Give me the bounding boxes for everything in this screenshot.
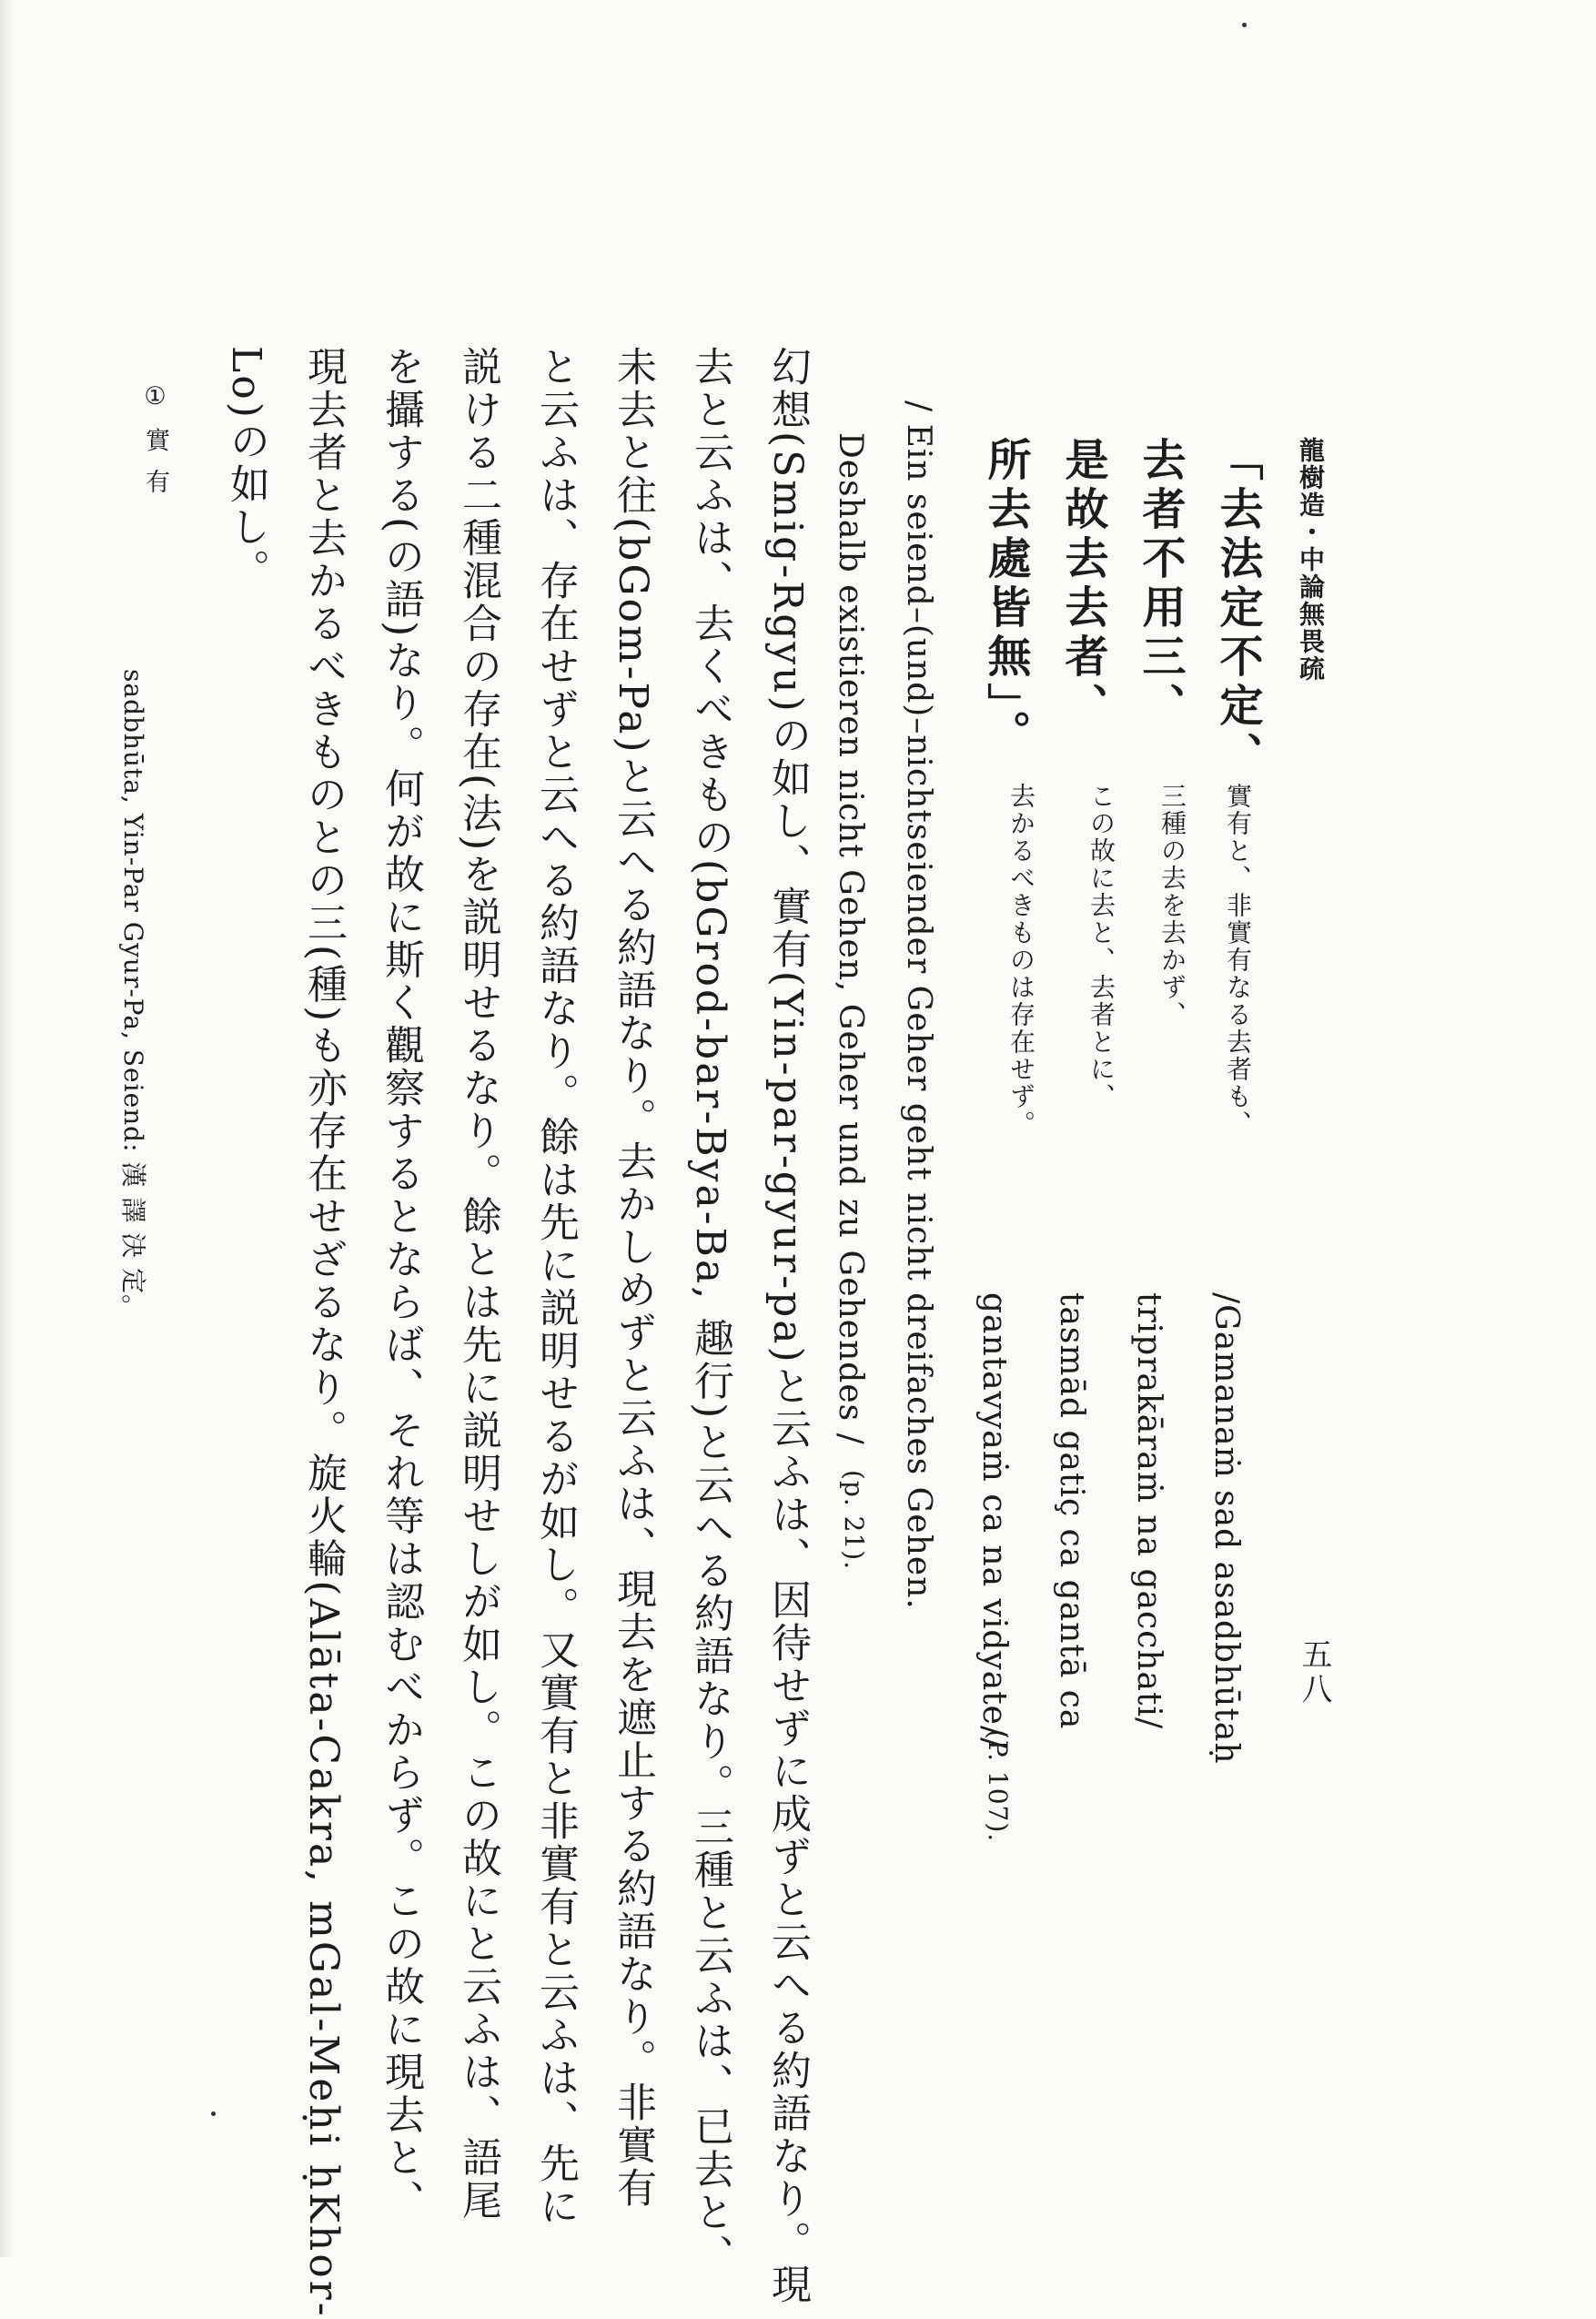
commentary-line-7: 現去者と去かるべきものとの三(種)も亦存在せざるなり。旋火輪(Alāta-Cakra, mGal-Meḥi ḥKhor-: [300, 346, 347, 2319]
footnote-text: sadbhūta, Yin-Par Gyur-Pa, Seiend: 漢 譯 決 定。: [118, 669, 148, 1322]
sanskrit-line-2: triprakāraṁ na gacchati/: [1130, 1292, 1167, 1730]
commentary-line-8: Lo)の如し。: [223, 346, 269, 592]
verse-gloss-3: この故に去と、去者とに、: [1086, 783, 1116, 1110]
sanskrit-page-ref: (P. 107).: [983, 1729, 1013, 1843]
sanskrit-line-4: gantavyaṁ ca na vidyate//: [975, 1292, 1013, 1750]
footnote-label: ① 實 有: [141, 382, 169, 499]
commentary-line-2: 去と云ふは、去くべきもの(bGrod-bar-Bya-Ba, 趣行)と云へる約語なり。三種と云ふは、已去と、: [687, 346, 733, 2277]
verse-gloss-2: 三種の去を去かず、: [1157, 783, 1187, 1028]
german-page-ref: (p. 21).: [839, 1470, 869, 1571]
scan-speck: [1242, 23, 1247, 27]
commentary-line-4: と云ふは、存在せずと云へる約語なり。餘は先に説明せるが如し。又實有と非實有と云ふは、先に: [532, 346, 579, 2228]
verse-line-4: 所去處皆無」。: [980, 437, 1031, 759]
sanskrit-line-3: tasmād gatiç ca gantā ca: [1053, 1292, 1090, 1730]
commentary-line-5: 説ける二種混合の存在(法)を説明せるなり。餘とは先に説明せしが如し。この故にと云ふは、語尾: [455, 346, 501, 2223]
sanskrit-line-1: /Gamanaṁ sad asadbhūtaḥ: [1207, 1292, 1245, 1765]
scan-edge: [0, 0, 15, 2257]
verse-gloss-1: 實有と、非實有なる去者も、: [1223, 783, 1253, 1138]
running-header: 龍樹造・中論無畏疏: [1296, 437, 1326, 683]
commentary-line-1: 幻想(Smig-Rgyu)の如し、實有(Yin-par-gyur-pa)と云ふは、因待せずに成ずと云へる約語なり。現: [764, 346, 811, 2306]
scan-speck: [211, 2111, 216, 2116]
commentary-line-6: を攝する(の語)なり。何が故に斯く觀察するとならば、それ等は認むべからず。この故に現去と、: [378, 346, 424, 2223]
page-number: 五八: [1296, 1638, 1332, 1707]
german-line-1: / Ein seiend–(und)–nichtseiender Geher geht nicht dreifaches Gehen.: [900, 400, 937, 1610]
commentary-line-3: 未去と往(bGom-Pa)と云へる約語なり。去かしめずと云ふは、現去を遮止する約語なり。非實有: [610, 346, 656, 2210]
verse-gloss-4: 去かるべきものは存在せず。: [1006, 783, 1036, 1138]
verse-line-1: 「去法定不定、: [1212, 437, 1263, 781]
verse-line-3: 是故去去者、: [1057, 437, 1108, 732]
german-line-2: Deshalb existieren nicht Gehen, Geher und zu Gehendes /: [832, 432, 869, 1445]
verse-line-2: 去者不用三、: [1135, 437, 1186, 732]
